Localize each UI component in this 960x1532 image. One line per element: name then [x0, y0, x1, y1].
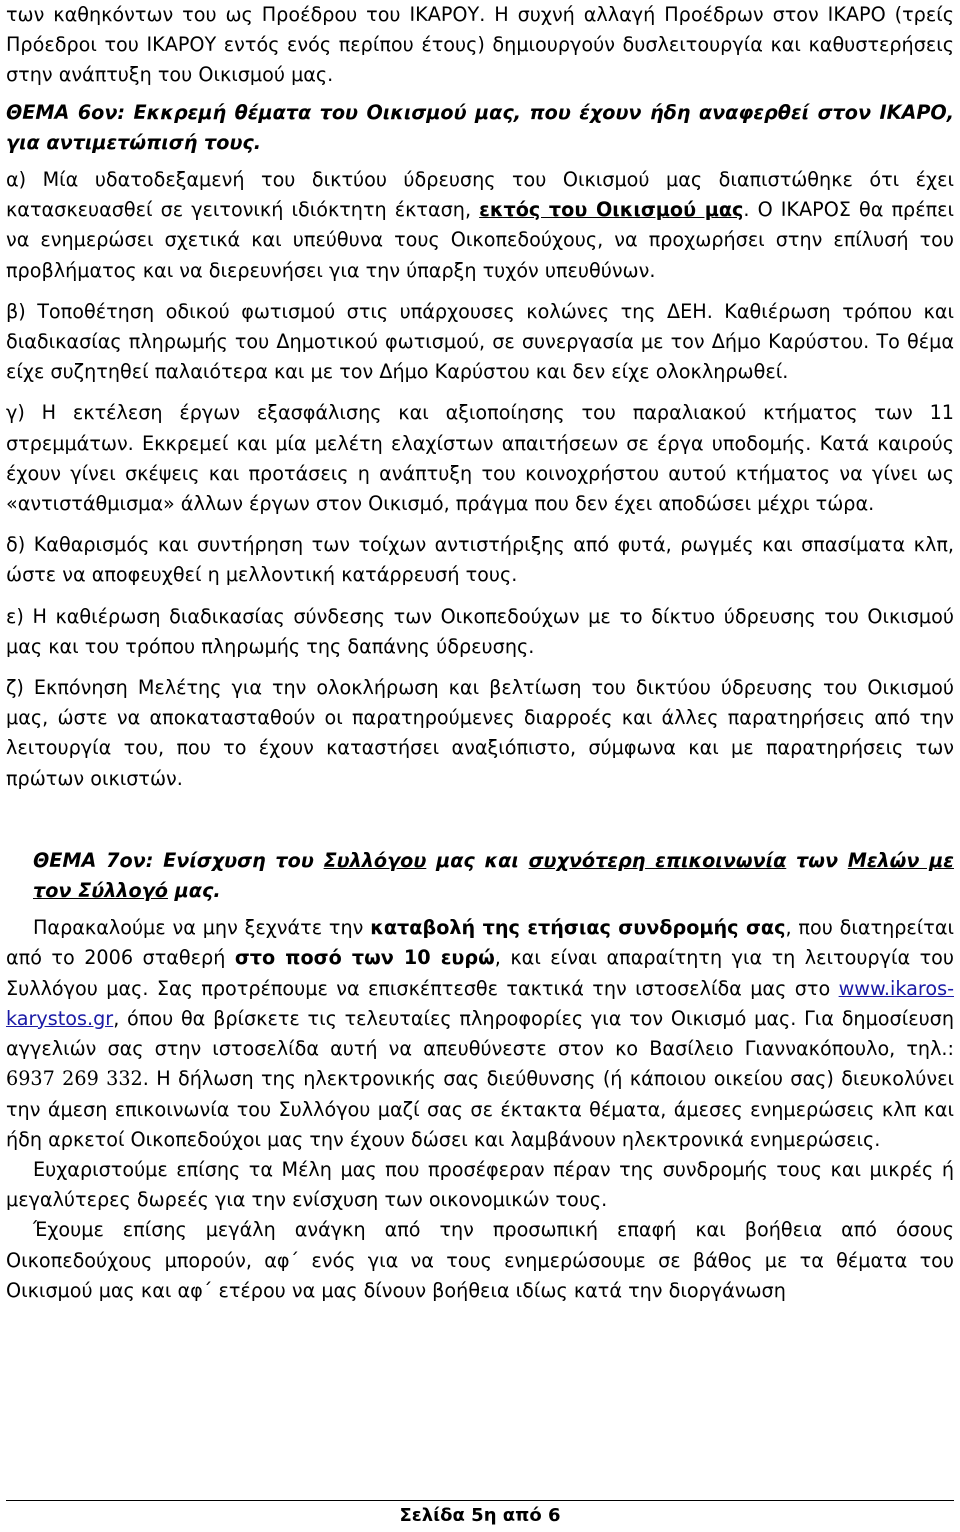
- p1-text: , και είναι απαραίτητη για τη λειτουργία του Συλλόγου μας. Σας προτρέπουμε να επισκέπτεσθε τακτικά την ιστοσελίδα μας στο: [6, 946, 954, 1000]
- theme6-item-a: [6, 165, 954, 286]
- theme7-paragraph-2: Ευχαριστούμε επίσης τα Μέλη μας που προσέφεραν πέραν της συνδρομής τους και μικρές ή μεγαλύτερες δωρεές για την ενίσχυση των οικονομικών τους.: [6, 1157, 954, 1212]
- theme7-paragraph-3: Έχουμε επίσης μεγάλη ανάγκη από την προσωπική επαφή και βοήθεια από όσους Οικοπεδούχους μπορούν, αφ΄ ενός για να τους ενημερώσουμε σε βάθος με τα θέματα του Οικισμού μας και αφ΄ ετέρου να μας δίνουν βοήθεια ιδίως κατά την διοργάνωση: [6, 1218, 954, 1302]
- theme6-item-b: β) Τοποθέτηση οδικού φωτισμού στις υπάρχουσες κολώνες της ΔΕΗ. Καθιέρωση τρόπου και διαδικασίας πληρωμής του Δημοτικού φωτισμού, σε συνεργασία με τον Δήμο Καρύστου. Το θέμα είχε συζητηθεί παλαιότερα και με τον Δήμο Καρύστου και δεν είχε ολοκληρωθεί.: [6, 299, 954, 384]
- theme6-heading: ΘΕΜΑ 6ον: Εκκρεμή θέματα του Οικισμού μας, που έχουν ήδη αναφερθεί στον ΙΚΑΡΟ, για αντιμετώπισή τους.: [6, 100, 954, 154]
- theme7-heading-part: των: [786, 848, 848, 872]
- theme6-item-c: γ) Η εκτέλεση έργων εξασφάλισης και αξιοποίησης του παραλιακού κτήματος των 11 στρεμμάτων. Εκκρεμεί και μία μελέτη ελαχίστων απαιτήσεων σε έργα υποδομής. Κατά καιρούς έχουν γίνει σκέψεις και προτάσεις η ανάπτυξη του κοινοχρήστου αυτού κτήματος να γίνει ως «αντιστάθμισμα» άλλων έργων στον Οικισμό, πράγμα που δεν έχει αποδώσει μέχρι τώρα.: [6, 401, 954, 516]
- phone-number: 6937 269 332: [6, 1067, 143, 1091]
- theme7-heading-underlined: Συλλόγου: [323, 848, 427, 872]
- page-footer: Σελίδα 5η από 6: [399, 1505, 561, 1526]
- theme7-heading-part: ΘΕΜΑ 7ον: Ενίσχυση του: [33, 848, 324, 872]
- p1-text: Παρακαλούμε να μην ξεχνάτε την: [33, 916, 371, 940]
- item-a-text: α) Μία υδατοδεξαμενή του δικτύου ύδρευσης του Οικισμού μας διαπιστώθηκε ότι έχει κατασκευασθεί σε γειτονική ιδιόκτητη έκταση,: [6, 168, 954, 222]
- theme7-heading-underlined: συχνότερη επικοινωνία: [528, 848, 787, 872]
- website-link[interactable]: www.ikaros-karystos.gr: [6, 976, 954, 1030]
- p1-text: . Η δήλωση της ηλεκτρονικής σας διεύθυνσης (ή κάποιου οικείου σας) διευκολύνει την άμεση επικοινωνία του Συλλόγου μαζί σας σε έκτακτα θέματα, άμεσες ενημερώσεις κλπ και ήδη αρκετοί Οικοπεδούχοι μας την έχουν δώσει και λαμβάνουν ηλεκτρονικά ενημερώσεις.: [6, 1067, 954, 1151]
- theme7-heading-part: μας και: [426, 848, 529, 872]
- theme6-item-z: ζ) Εκπόνηση Μελέτης για την ολοκλήρωση και βελτίωση του δικτύου ύδρευσης του Οικισμού μας, ώστε να αποκατασταθούν οι παρατηρούμενες διαρροές και άλλες παρατηρήσεις από την λειτουργία του, που το έχουν καταστήσει αναξιόπιστο, σύμφωνα και με παρατηρήσεις των πρώτων οικιστών.: [6, 676, 954, 790]
- footer-divider: [6, 1500, 954, 1501]
- theme7-heading-part: μας.: [167, 879, 221, 903]
- theme7-heading-underlined: Μελών με τον Σύλλογό: [33, 848, 954, 903]
- theme7-paragraph-1: [6, 913, 954, 1155]
- intro-paragraph: των καθηκόντων του ως Προέδρου του ΙΚΑΡΟΥ. Η συχνή αλλαγή Προέδρων στον ΙΚΑΡΟ (τρείς Πρόεδροι του ΙΚΑΡΟΥ εντός ενός περίπου έτους) δημιουργούν δυσλειτουργία και καθυστερήσεις στην ανάπτυξη του Οικισμού μας.: [6, 3, 954, 87]
- theme6-item-e: ε) Η καθιέρωση διαδικασίας σύνδεσης των Οικοπεδούχων με το δίκτυο ύδρευσης του Οικισμού μας και του τρόπου πληρωμής της δαπάνης ύδρευσης.: [6, 604, 954, 658]
- theme6-item-d: δ) Καθαρισμός και συντήρηση των τοίχων αντιστήριξης από φυτά, ρωγμές και σπασίματα κλπ, ώστε να αποφευχθεί η μελλοντική κατάρρευσή τους.: [6, 533, 954, 587]
- p1-bold-subscription: καταβολή της ετήσιας συνδρομής σας: [370, 916, 786, 940]
- item-a-emphasis: εκτός του Οικισμού μας: [479, 198, 744, 222]
- item-a-text-rest: . Ο ΙΚΑΡΟΣ θα πρέπει να ενημερώσει σχετικά και υπεύθυνα τους Οικοπεδούχους, να προχωρήσει στην επίλυσή του προβλήματος και να διερευνήσει για την ύπαρξη τυχόν υπευθύνων.: [6, 198, 955, 282]
- document-page: [6, 0, 954, 1306]
- theme7-heading: [6, 846, 954, 906]
- p1-text: , όπου θα βρίσκετε τις τελευταίες πληροφορίες για τον Οικισμό μας. Για δημοσίευση αγγελιών σας στην ιστοσελίδα αυτή να απευθύνεστε στον κο Βασίλειο Γιαννακόπουλο, τηλ.:: [6, 1006, 954, 1061]
- p1-bold-amount: στο ποσό των 10 ευρώ: [234, 946, 495, 970]
- p1-text: , που διατηρείται από το 2006 σταθερή: [6, 916, 954, 970]
